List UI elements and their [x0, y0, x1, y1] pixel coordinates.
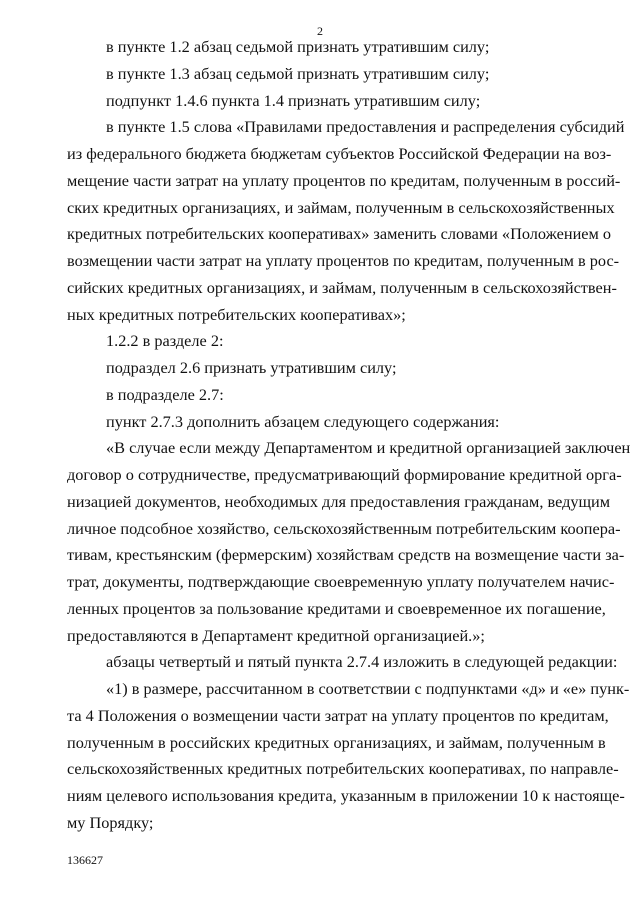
text-line: кредитных потребительских кооперативах» заменить словами «Положением о — [67, 224, 612, 244]
text-line: в пункте 1.3 абзац седьмой признать утратившим силу; — [106, 63, 490, 83]
text-line: сельскохозяйственных кредитных потребительских кооперативах, по направле- — [67, 759, 619, 779]
text-line: полученным в российских кредитных организациях, и займам, полученным в — [67, 732, 606, 752]
paragraph — [67, 649, 618, 676]
paragraph — [67, 114, 625, 328]
text-line: возмещении части затрат на уплату процентов по кредитам, полученным в рос- — [67, 251, 620, 270]
text-line: абзацы четвертый и пятый пункта 2.7.4 изложить в следующей редакции: — [106, 652, 618, 672]
text-line: трат, документы, подтверждающие своевременную уплату получателем начис- — [67, 572, 615, 591]
paragraph — [67, 328, 597, 355]
paragraph — [67, 409, 597, 436]
text-line: сийских кредитных организациях, и займам, полученным в сельскохозяйствен- — [67, 277, 617, 297]
text-line: 1.2.2 в разделе 2: — [106, 331, 224, 351]
text-line: ских кредитных организациях, и займам, полученным в сельскохозяйственных — [67, 197, 615, 217]
text-line: подраздел 2.6 признать утратившим силу; — [106, 358, 397, 377]
paragraph — [67, 34, 597, 61]
paragraph — [67, 61, 597, 88]
text-line: ных кредитных потребительских кооперативах»; — [67, 304, 406, 324]
text-line: низацией документов, необходимых для предоставления гражданам, ведущим — [67, 491, 611, 511]
text-line: тивам, крестьянским (фермерским) хозяйствам средств на возмещение части за- — [67, 545, 625, 565]
document-code: 136627 — [67, 853, 103, 867]
text-line: ниям целевого использования кредита, указанным в приложении 10 к настояще- — [67, 786, 625, 805]
text-line: му Порядку; — [67, 812, 154, 832]
paragraph — [67, 382, 597, 409]
text-line: подпункт 1.4.6 пункта 1.4 признать утратившим силу; — [106, 90, 481, 110]
text-line: в подразделе 2.7: — [106, 384, 224, 404]
paragraph — [67, 355, 597, 382]
text-line: мещение части затрат на уплату процентов по кредитам, полученным в россий- — [67, 170, 621, 190]
text-line: из федерального бюджета бюджетам субъектов Российской Федерации на воз- — [67, 144, 612, 163]
text-line: в пункте 1.5 слова «Правилами предоставления и распределения субсидий — [106, 117, 625, 137]
text-line: «1) в размере, рассчитанном в соответствии с подпунктами «д» и «е» пунк- — [106, 679, 630, 698]
paragraph — [67, 88, 597, 115]
paragraph — [67, 676, 630, 837]
text-line: ленных процентов за пользование кредитами и своевременное их погашение, — [67, 598, 606, 618]
text-line: пункт 2.7.3 дополнить абзацем следующего содержания: — [106, 411, 500, 431]
paragraph — [67, 435, 631, 649]
text-line: договор о сотрудничестве, предусматривающий формирование кредитной орга- — [67, 465, 622, 484]
text-line: в пункте 1.2 абзац седьмой признать утратившим силу; — [106, 37, 490, 56]
text-line: предоставляются в Департамент кредитной организацией.»; — [67, 625, 485, 645]
text-line: та 4 Положения о возмещении части затрат на уплату процентов по кредитам, — [67, 705, 609, 725]
text-line: «В случае если между Департаментом и кредитной организацией заключен — [106, 438, 631, 458]
text-line: личное подсобное хозяйство, сельскохозяйственным потребительским коопера- — [67, 518, 621, 538]
page-number: 2 — [317, 24, 323, 38]
document-body — [67, 34, 631, 837]
